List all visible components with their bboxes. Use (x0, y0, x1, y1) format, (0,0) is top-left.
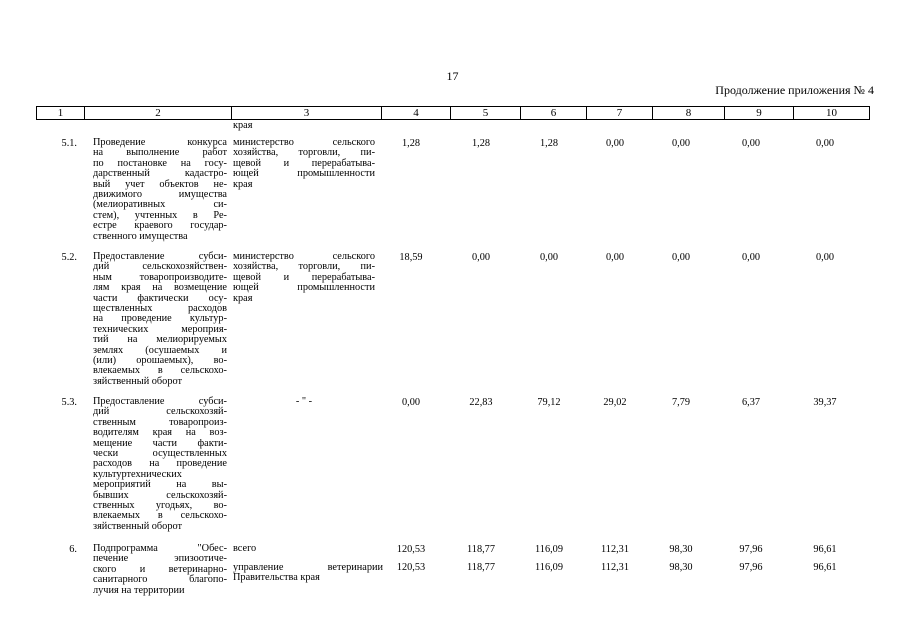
text-line: ственного имущества (93, 230, 188, 242)
value-cell: 1,28 (401, 138, 421, 149)
measure-name (93, 138, 227, 242)
measure-name (93, 397, 227, 532)
row-number: 5.3. (61, 397, 77, 408)
text-line: хозяйства, торговли, пи- (233, 261, 375, 273)
text-line: естре краевого государ- (93, 220, 227, 232)
text-line: ющей промышленности (233, 168, 375, 180)
measure-name (93, 544, 227, 596)
row-number: 5.2. (61, 252, 77, 263)
text-line: Подпрограмма "Обес- (93, 543, 227, 554)
executor (233, 397, 375, 407)
text-line: щевой и перерабатыва- (233, 271, 375, 283)
column-header-3: 3 (303, 107, 310, 119)
text-line: министерство сельского (233, 251, 375, 262)
carryover-text: края (233, 120, 253, 131)
value-cell: 7,79 (671, 397, 691, 408)
text-line: по постановке на госу- (93, 157, 227, 169)
value-cell: 97,96 (739, 562, 763, 573)
value-cell: 98,30 (669, 562, 693, 573)
text-line: мероприятий на вы- (93, 479, 227, 491)
row-number: 6. (69, 544, 77, 555)
value-cell: 29,02 (603, 397, 627, 408)
text-line: ществленных расходов (93, 303, 227, 315)
text-line: - " - (295, 396, 313, 407)
value-cell: 96,61 (813, 544, 837, 555)
text-line: на проведение культур- (93, 313, 227, 325)
text-line: землях (осушаемых и (93, 344, 227, 356)
value-cell: 0,00 (671, 252, 691, 263)
text-line: края (233, 178, 253, 190)
text-line: чески осуществленных (93, 448, 227, 460)
value-cell: 1,28 (539, 138, 559, 149)
executor (233, 563, 383, 584)
text-line: лучия на территории (93, 584, 185, 596)
value-cell: 112,31 (601, 544, 629, 555)
value-cell: 96,61 (813, 562, 837, 573)
text-line: края (233, 292, 253, 304)
page-number: 17 (446, 69, 459, 83)
text-line: хозяйства, торговли, пи- (233, 147, 375, 159)
column-header-4: 4 (413, 107, 419, 119)
measure-name (93, 252, 227, 387)
value-cell: 0,00 (401, 397, 421, 408)
text-line: влекаемых в сельскохо- (93, 365, 227, 377)
value-cell: 39,37 (813, 397, 837, 408)
value-cell: 116,09 (535, 562, 563, 573)
text-line: министерство сельского (233, 137, 375, 148)
value-cell: 0,00 (605, 138, 625, 149)
value-cell: 1,28 (471, 138, 491, 149)
text-line: ющей промышленности (233, 282, 375, 294)
text-line: ным товаропроизводите- (93, 271, 227, 283)
value-cell: 0,00 (815, 138, 835, 149)
continuation-label: Продолжение приложения № 4 (715, 83, 874, 97)
executor (233, 252, 375, 304)
row-number: 5.1. (61, 138, 77, 149)
value-cell: 22,83 (469, 397, 493, 408)
text-line: водителям края на воз- (93, 427, 227, 439)
text-line: мещение части факти- (93, 437, 227, 449)
text-line: лям края на возмещение (93, 282, 227, 294)
text-line: управление ветеринарии (233, 562, 383, 573)
column-header-7: 7 (616, 107, 623, 119)
text-line: дарственный кадастро- (93, 168, 227, 180)
column-header-8: 8 (685, 107, 692, 119)
value-cell: 97,96 (739, 544, 763, 555)
value-cell: 0,00 (471, 252, 491, 263)
text-line: печение эпизоотиче- (93, 553, 227, 565)
text-line: ского и ветеринарно- (93, 563, 227, 575)
text-line: Предоставление субси- (93, 251, 227, 262)
text-line: дий сельскохозяйствен- (93, 261, 227, 273)
value-cell: 118,77 (467, 544, 495, 555)
text-line: на выполнение работ (93, 147, 227, 159)
column-header-9: 9 (756, 107, 762, 119)
text-line: вый учет объектов не- (93, 178, 227, 190)
text-line: Предоставление субси- (93, 396, 227, 407)
value-cell: 79,12 (537, 397, 561, 408)
column-header-1: 1 (57, 107, 64, 119)
text-line: ственных угодьях, во- (93, 500, 227, 512)
value-cell: 116,09 (535, 544, 563, 555)
column-header-10: 10 (826, 107, 837, 119)
text-line: (мелиоративных си- (93, 199, 227, 211)
text-line: движимого имущества (93, 189, 227, 201)
text-line: зяйственный оборот (93, 520, 182, 532)
text-line: санитарного благопо- (93, 574, 227, 586)
value-cell: 18,59 (399, 252, 423, 263)
value-cell: 0,00 (539, 252, 559, 263)
value-cell: 0,00 (741, 138, 761, 149)
text-line: технических мероприя- (93, 323, 227, 335)
value-cell: 0,00 (815, 252, 835, 263)
column-header-5: 5 (482, 107, 489, 119)
value-cell: 0,00 (671, 138, 691, 149)
text-line: ственным товаропроиз- (93, 416, 227, 428)
value-cell: 120,53 (396, 562, 426, 573)
text-line: зяйственный оборот (93, 375, 182, 387)
value-cell: 118,77 (467, 562, 495, 573)
text-line: дий сельскохозяй- (93, 406, 227, 418)
text-line: Проведение конкурса (93, 137, 227, 148)
text-line: расходов на проведение (93, 458, 227, 470)
text-line: щевой и перерабатыва- (233, 157, 375, 169)
text-line: тий на мелиорируемых (93, 334, 227, 346)
text-line: (или) орошаемых), во- (93, 355, 227, 367)
executor (233, 138, 375, 190)
column-header-6: 6 (550, 107, 557, 119)
value-cell: 0,00 (605, 252, 625, 263)
value-cell: 98,30 (669, 544, 693, 555)
text-line: бывших сельскохозяй- (93, 489, 227, 501)
value-cell: 112,31 (601, 562, 629, 573)
table-header-row (36, 106, 870, 120)
value-cell: 0,00 (741, 252, 761, 263)
column-header-2: 2 (155, 107, 161, 119)
executor-total: всего (233, 543, 257, 554)
text-line: части фактически осу- (93, 292, 227, 304)
value-cell: 120,53 (396, 544, 426, 555)
text-line: влекаемых в сельскохо- (93, 510, 227, 522)
text-line: культуртехнических (93, 468, 182, 480)
text-line: Правительства края (233, 572, 320, 584)
text-line: стем), учтенных в Ре- (93, 209, 227, 221)
value-cell: 6,37 (741, 397, 761, 408)
